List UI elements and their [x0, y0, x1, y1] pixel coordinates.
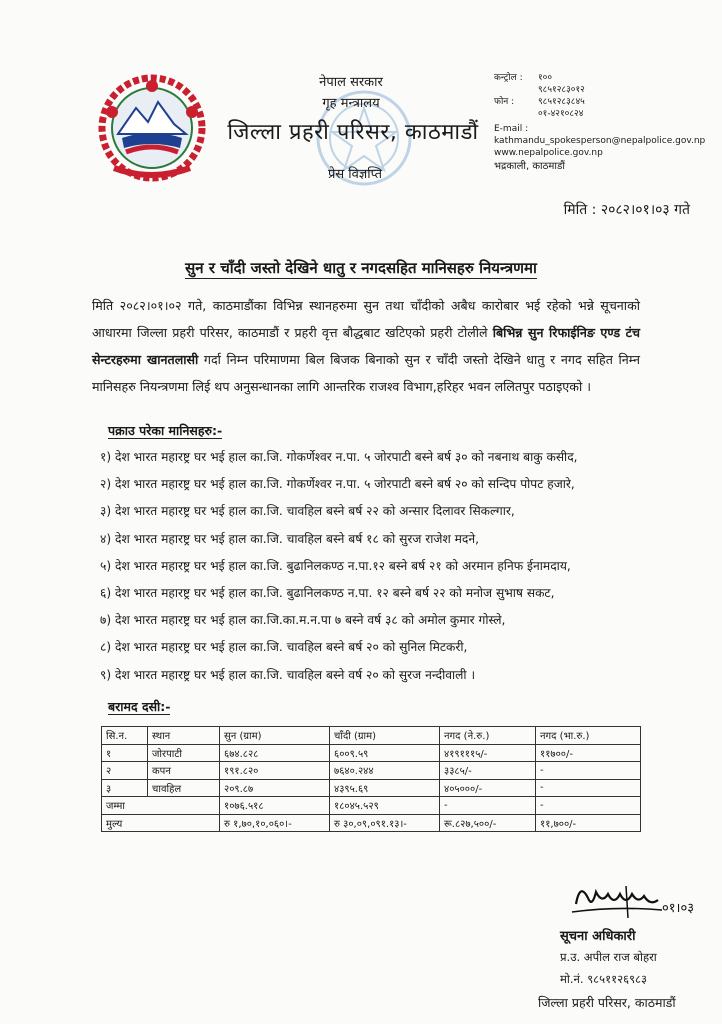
table-header-cell: नगद (ने.रु.): [440, 727, 536, 745]
body-paragraph: [92, 292, 640, 400]
list-item: ७) देश भारत महारष्ट्र घर भई हाल का.जि.का.म.न.पा ७ बस्ने वर्ष ३८ को अमोल कुमार गोस्ले,: [100, 613, 506, 628]
arrested-heading: [108, 422, 222, 439]
body-text-1: मिति २०८२।०१।०२ गते, काठमाडौंका विभिन्न स्थानहरुमा सुन तथा चाँदीको अबैध कारोबार भई रहेको भन्ने सूचनाको आधारमा जिल्ला प्रहरी परिसर, काठमाडौं र प्रहरी वृत्त बौद्धबाट खटिएको प्रहरी टोलीले: [92, 298, 640, 340]
total-gold: १०७६.५१८: [220, 797, 330, 815]
document-date: मिति : २०८२।०१।०३ गते: [563, 202, 690, 218]
list-item: ८) देश भारत महारष्ट्र घर भई हाल का.जि. चावहिल बस्ने बर्ष २० को सुनिल मिटकरी,: [100, 640, 468, 655]
table-cell: -: [536, 779, 641, 797]
body-text-2: गर्दा निम्न परिमाणमा बिल बिजक बिनाको सुन र चाँदी जस्तो देखिने धातु र नगद सहित निम्न मानिसहरु नियन्त्रणमा लिई थप अनुसन्धानका लागि आन्तरिक राजश्व विभाग,हरिहर भवन ललितपुर पठाइएको ।: [92, 352, 640, 394]
arrested-list: [100, 444, 660, 689]
signature-date-mark: ०१।०३: [662, 901, 694, 916]
signatory-phone: मो.नं. ९८५११२६९८३: [560, 972, 648, 986]
list-item: ४) देश भारत महारष्ट्र घर भई हाल का.जि. चावहिल बस्ने बर्ष १८ को सुरज राजेश मदने,: [100, 531, 480, 546]
recovered-items-table: [101, 726, 641, 832]
arrested-heading-text: पक्राउ परेका मानिसहरु:-: [108, 423, 223, 438]
total-npr: -: [440, 797, 536, 815]
value-inr: ११,७००/-: [536, 814, 641, 832]
handwritten-signature: [566, 874, 706, 924]
phone-number: ९८५१२८३८४५: [538, 97, 585, 107]
table-cell: ३३८५/-: [440, 762, 536, 780]
table-header-cell: नगद (भा.रु.): [536, 727, 641, 745]
table-cell: ४०५०००/-: [440, 779, 536, 797]
table-cell: कपन: [148, 762, 220, 780]
value-silver: रु ३०,०९,०९१.१३।-: [330, 814, 440, 832]
table-cell: ६७४.८२८: [220, 744, 330, 762]
table-cell: १९१.८२०: [220, 762, 330, 780]
signatory-name: प्र.उ. अपील राज बोहरा: [560, 950, 657, 964]
table-cell: ३: [102, 779, 148, 797]
table-cell: चावहिल: [148, 779, 220, 797]
recovered-heading: [108, 698, 170, 715]
table-header-cell: स्थान: [148, 727, 220, 745]
table-cell: ११७००/-: [536, 744, 641, 762]
phone-number-2: ०१-४२१०८२४: [538, 109, 584, 119]
table-header-cell: सि.न.: [102, 727, 148, 745]
press-release-label: प्रेस विज्ञप्ति: [327, 167, 383, 182]
table-total-row: [102, 797, 641, 815]
table-cell: जोरपाटी: [148, 744, 220, 762]
table-cell: २०९.८७: [220, 779, 330, 797]
table-row: [102, 744, 641, 762]
value-npr: रू.८२७,५००/-: [440, 814, 536, 832]
government-name: नेपाल सरकार: [319, 75, 383, 90]
email-text: E-mail : kathmandu_spokesperson@nepalpolice.gov.np: [494, 124, 706, 146]
control-number: १००: [538, 73, 553, 83]
ministry-name: गृह मन्त्रालय: [322, 96, 380, 111]
body-bold-text: बिभिन्न सुन रिफाईनिङ एण्ड टंच सेन्टरहरुमा खानतलासी: [92, 325, 640, 367]
list-item: ६) देश भारत महारष्ट्र घर भई हाल का.जि. बुढानिलकण्ठ न.पा. १२ बस्ने बर्ष २२ को मनोज सुभाष सकट,: [100, 585, 555, 600]
table-cell: ७६४०.२४४: [330, 762, 440, 780]
table-row: [102, 762, 641, 780]
table-cell: ४३९५.६९: [330, 779, 440, 797]
total-silver: १८०४५.५२९: [330, 797, 440, 815]
total-inr: -: [536, 797, 641, 815]
website-text: www.nepalpolice.gov.np: [494, 148, 603, 158]
office-name: जिल्ला प्रहरी परिसर, काठमाडौं: [227, 120, 479, 145]
table-cell: ६००९.५९: [330, 744, 440, 762]
table-header-cell: चाँदी (ग्राम): [330, 727, 440, 745]
list-item: २) देश भारत महारष्ट्र घर भई हाल का.जि. गोकर्णेश्वर न.पा. ५ जोरपाटी बस्ने बर्ष २० को सन्दिप पोपट हजारे,: [100, 477, 575, 492]
total-label: जम्मा: [102, 797, 220, 815]
phone-label: फोन :: [494, 97, 515, 107]
signatory-office: जिल्ला प्रहरी परिसर, काठमाडौं: [538, 995, 676, 1010]
table-header-row: [102, 727, 641, 745]
address-text: भद्रकाली, काठमाडौं: [494, 161, 565, 172]
table-cell: २: [102, 762, 148, 780]
value-label: मुल्य: [102, 814, 220, 832]
list-item: ३) देश भारत महारष्ट्र घर भई हाल का.जि. चावहिल बस्ने बर्ष २२ को अन्सार दिलावर सिकल्गार,: [100, 504, 515, 519]
table-value-row: [102, 814, 641, 832]
table-cell: ४१९१११५/-: [440, 744, 536, 762]
signatory-title: सूचना अधिकारी: [560, 929, 636, 944]
table-cell: -: [536, 762, 641, 780]
document-title: [0, 258, 722, 278]
table-cell: १: [102, 744, 148, 762]
table-header-cell: सुन (ग्राम): [220, 727, 330, 745]
contact-block: [494, 72, 714, 173]
control-label: कन्ट्रोल :: [494, 73, 523, 83]
title-text: सुन र चाँदी जस्तो देखिने धातु र नगदसहित मानिसहरु नियन्त्रणमा: [185, 259, 537, 277]
recovered-heading-text: बरामद दसी:-: [108, 699, 171, 714]
list-item: १) देश भारत महारष्ट्र घर भई हाल का.जि. गोकर्णेश्वर न.पा. ५ जोरपाटी बस्ने बर्ष ३० को नबनाथ बाकु कसीद,: [100, 450, 578, 464]
value-gold: रु १,७०,१०,०६०।-: [220, 814, 330, 832]
control-number-2: ९८५१२८३०१२: [538, 85, 585, 95]
table-row: [102, 779, 641, 797]
list-item: ५) देश भारत महारष्ट्र घर भई हाल का.जि. बुढानिलकण्ठ न.पा.१२ बस्ने बर्ष २१ को अरमान हनिफ ईनामदाय,: [100, 558, 571, 573]
list-item: ९) देश भारत महारष्ट्र घर भई हाल का.जि. चावहिल बस्ने वर्ष २० को सुरज नन्दीवाली ।: [100, 667, 476, 682]
